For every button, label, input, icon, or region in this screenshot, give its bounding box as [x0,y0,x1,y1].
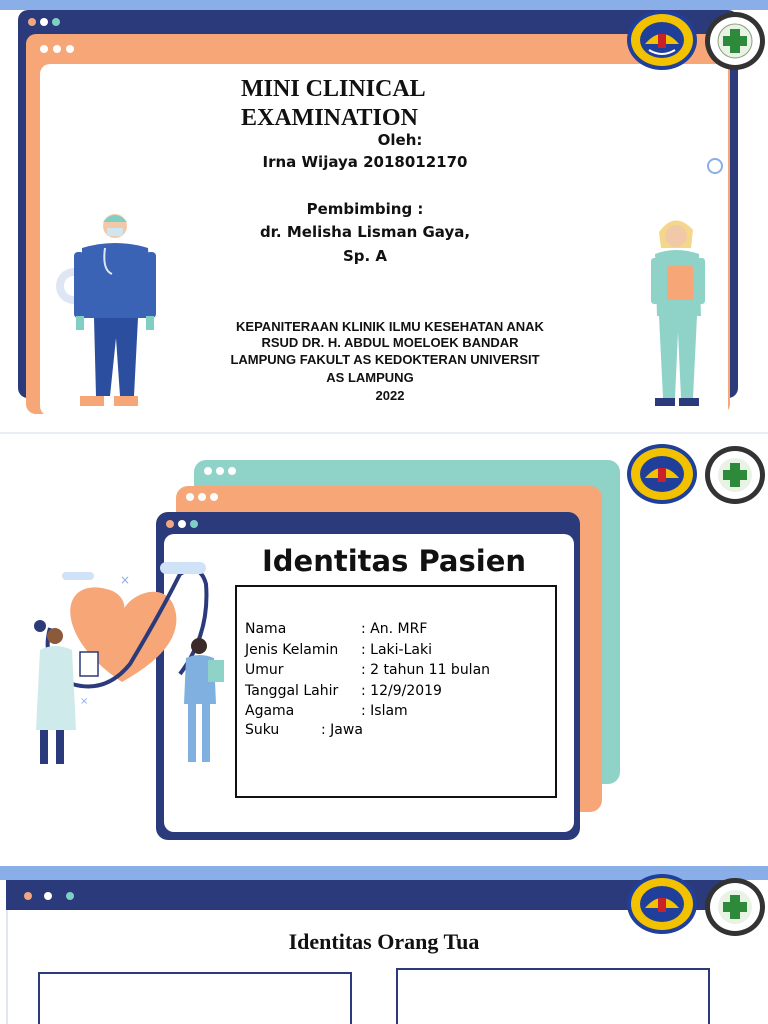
medical-illustration [10,554,235,774]
row-value: : 2 tahun 11 bulan [361,662,491,678]
identity-box [235,585,557,798]
hospital-logo [705,878,765,936]
hospital-cross-icon [710,451,760,499]
slide-patient-identity [0,432,768,866]
supervisor-line-1: dr. Melisha Lisman Gaya, [259,223,471,241]
table-row [245,660,490,681]
window-dot [66,45,74,53]
author: Irna Wijaya 2018012170 [262,153,468,171]
row-label: Umur [245,662,284,678]
row-value: : Laki-Laki [361,641,432,658]
window-dot [186,493,194,501]
window-dot [53,45,61,53]
window-dot [166,520,174,528]
suku-label: Suku [245,722,280,738]
oleh-label: Oleh: [377,131,423,149]
slide-parent-identity [0,866,768,1024]
slide-title: Identitas Orang Tua [288,929,480,954]
year: 2022 [375,388,405,403]
slide-title [0,0,768,432]
mother-box [396,968,710,1024]
row-label: Jenis Kelamin [245,641,339,658]
title-line-1: MINI CLINICAL [241,76,426,102]
nurse-illustration [645,212,715,408]
supervisor-line-2: Sp. A [342,247,388,265]
window-dot [28,18,36,26]
svg-text:×: × [80,696,89,707]
slide-title: Identitas Pasien [262,544,527,578]
svg-text:×: × [120,573,131,587]
institution-line-1: KEPANITERAAN KLINIK ILMU KESEHATAN ANAK [236,319,544,334]
university-emblem-icon [631,878,693,930]
row-value: : 12/9/2019 [361,682,442,699]
hospital-logo [705,12,765,70]
institution-line-4: AS LAMPUNG [326,370,414,385]
university-logo [627,10,697,70]
window-dot [66,892,74,900]
row-label: Tanggal Lahir [245,682,339,699]
circle-decoration [707,158,723,174]
row-value: : An. MRF [361,621,428,637]
window-dot [44,892,52,900]
window-dot [24,892,32,900]
window-dot [210,493,218,501]
identity-table [245,619,490,722]
table-row [245,640,490,661]
window-dot [190,520,198,528]
navy-header-bar [6,880,726,910]
hospital-cross-icon [710,883,760,931]
table-row [245,681,490,702]
surgeon-illustration [52,208,162,410]
window-dot [40,18,48,26]
institution-line-3: LAMPUNG FAKULT AS KEDOKTERAN UNIVERSIT [230,352,540,367]
row-value: : Islam [361,703,408,719]
hospital-logo [705,446,765,504]
window-dot [198,493,206,501]
university-emblem-icon [631,14,693,66]
window-dot [40,45,48,53]
university-logo [627,444,697,504]
pembimbing-label: Pembimbing : [306,200,424,218]
window-dot [52,18,60,26]
window-dot [228,467,236,475]
table-row [245,701,490,722]
top-band [0,0,768,10]
table-row [245,619,490,640]
university-emblem-icon [631,448,693,500]
left-edge [6,910,8,1024]
title-line-2: EXAMINATION [241,105,418,131]
window-dot [216,467,224,475]
father-box [38,972,352,1024]
window-dot [178,520,186,528]
window-dot [204,467,212,475]
row-label: Agama [245,703,295,719]
institution-line-2: RSUD DR. H. ABDUL MOELOEK BANDAR [261,335,519,350]
university-logo [627,874,697,934]
row-label: Nama [245,621,287,637]
suku-value: : Jawa [321,722,363,738]
hospital-cross-icon [710,17,760,65]
